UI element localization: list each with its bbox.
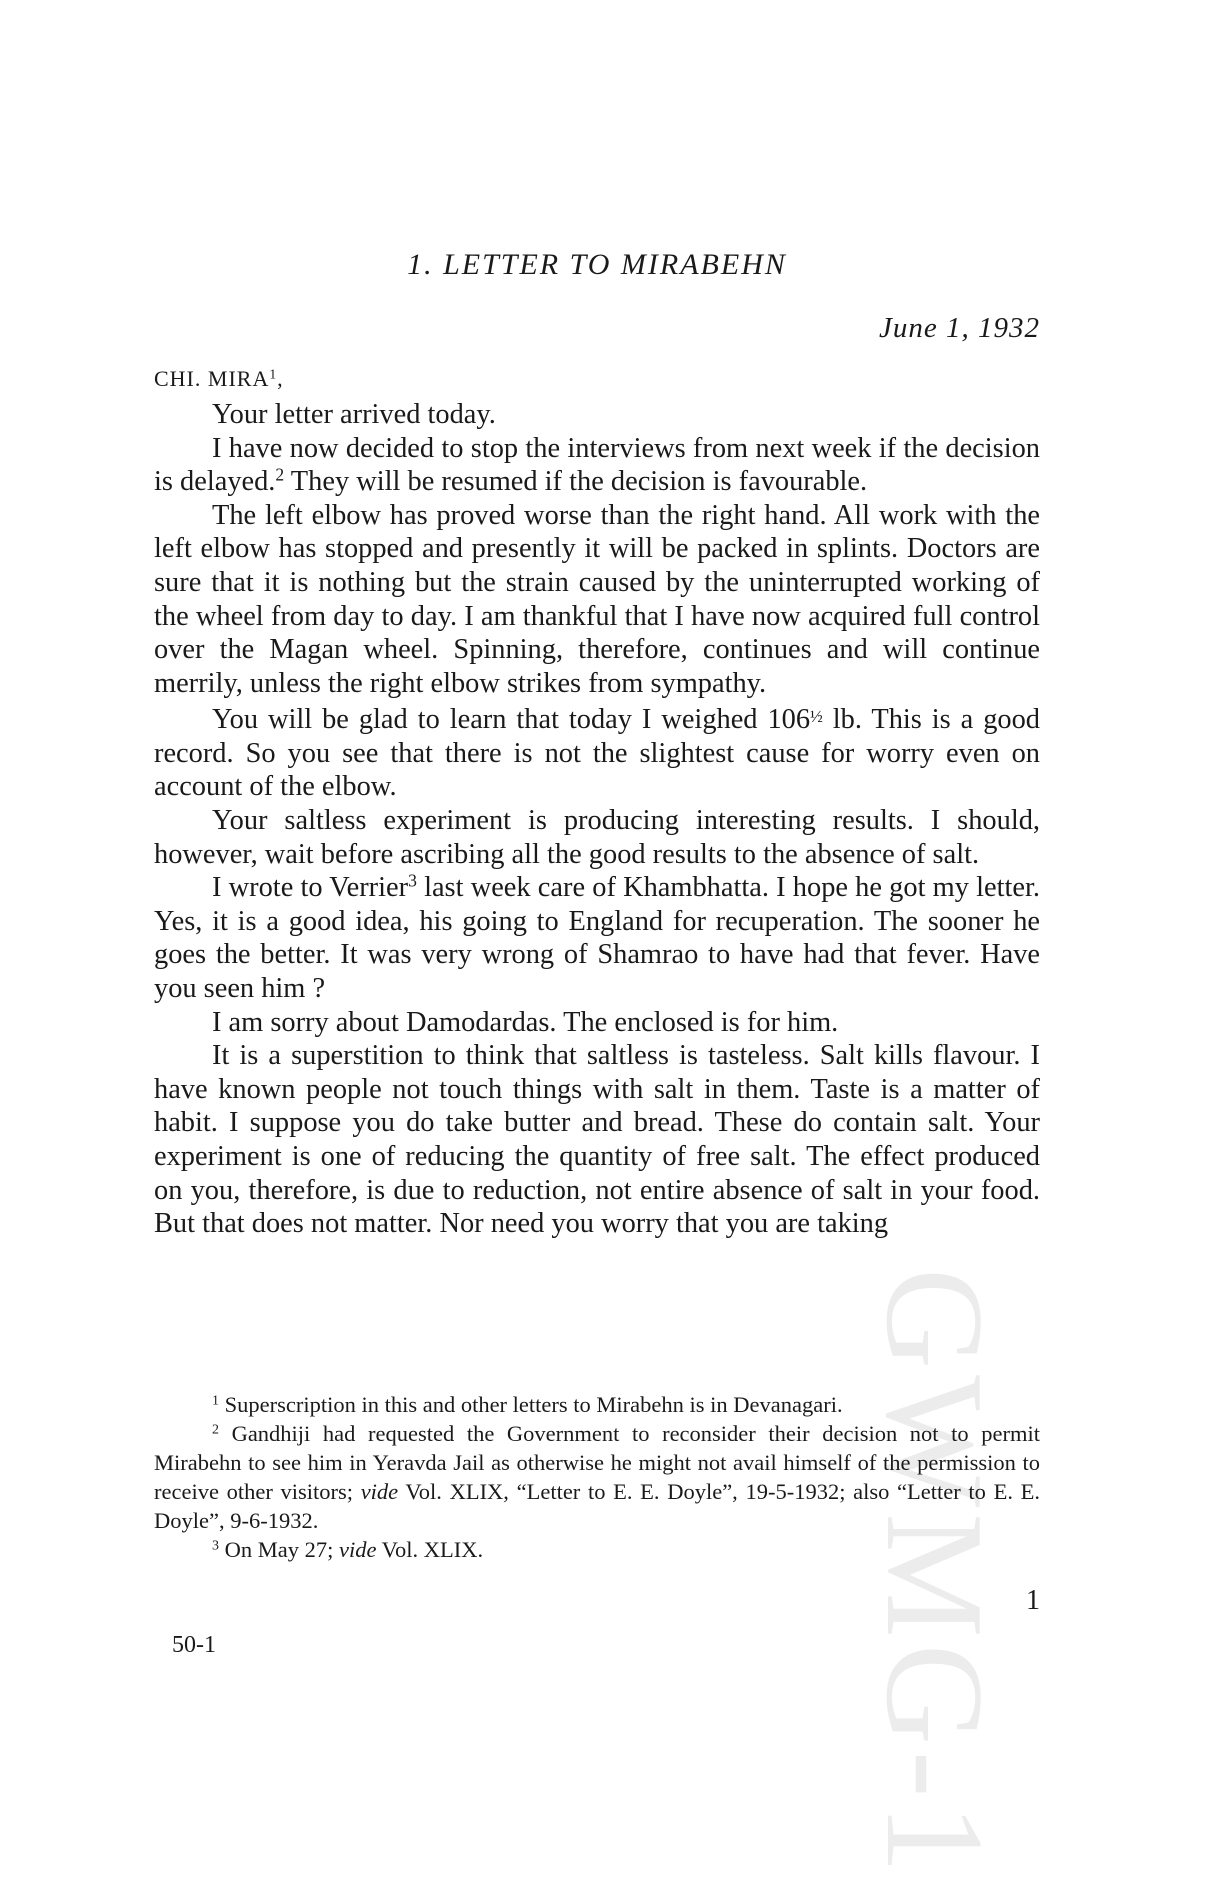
paragraph	[154, 432, 1040, 499]
footnotes	[154, 1390, 1040, 1564]
paragraph-text: You will be glad to learn that today I weighed 106	[212, 704, 811, 736]
paragraph	[154, 871, 1040, 1005]
paragraph-text: I have now decided to stop the interviews from next week if the decision is delayed.	[154, 432, 1040, 498]
footnote-ref: 3	[408, 870, 417, 891]
salutation-comma: ,	[277, 366, 284, 391]
paragraph-text: I wrote to Verrier	[212, 872, 409, 904]
fraction: ½	[810, 707, 823, 727]
footnote	[154, 1390, 1040, 1419]
signature-mark: 50-1	[172, 1632, 216, 1658]
footnote	[154, 1419, 1040, 1535]
paragraph-text: The left elbow has proved worse than the right hand. All work with the left elbow has stopped and presently it will be packed in splints. Doctors are sure that it is nothing but the strain caused by the uninterrupted working of the wheel from day to day. I am thankful that I have now acquired full control over the Magan wheel. Spinning, therefore, continues and will continue merrily, unless the right elbow strikes from sympathy.	[154, 499, 1040, 699]
footnote-text: Vol. XLIX.	[376, 1537, 484, 1562]
paragraph-text: lb. This is a good record. So you see that there is not the slightest cause for worry even on account of the elbow.	[154, 704, 1041, 803]
paragraph	[154, 700, 1040, 804]
watermark: GWMG-1	[857, 1268, 1012, 1880]
paragraph-text: They will be resumed if the decision is favourable.	[284, 466, 868, 498]
footnote-number: 3	[212, 1538, 219, 1554]
paragraph	[154, 398, 1040, 432]
paragraph-text: Your saltless experiment is producing interesting results. I should, however, wait before ascribing all the good results to the absence of salt.	[154, 805, 1040, 870]
paragraph	[154, 499, 1040, 701]
letter-body	[154, 398, 1040, 1241]
paragraph	[154, 804, 1040, 871]
paragraph-text: Your letter arrived today.	[212, 399, 496, 430]
paragraph-text: last week care of Khambhatta. I hope he got my letter. Yes, it is a good idea, his going to England for recuperation. The sooner he goes the better. It was very wrong of Shamrao to have had that fever. Have you seen him ?	[154, 872, 1040, 1005]
paragraph	[154, 1006, 1040, 1040]
footnote	[154, 1535, 1040, 1564]
footnote-text: Superscription in this and other letters to Mirabehn is in Devanagari.	[218, 1392, 843, 1417]
paragraph-text: It is a superstition to think that saltless is tasteless. Salt kills flavour. I have known people not touch things with salt in them. Taste is a matter of habit. I suppose you do take butter and bread. These do contain salt. Your experiment is one of reducing the quantity of free salt. The effect produced on you, therefore, is due to reduction, not entire absence of salt in your food. But that does not matter. Nor need you worry that you are taking	[154, 1040, 1040, 1240]
footnote-italic: vide	[338, 1537, 377, 1562]
salutation	[154, 366, 284, 392]
paragraph	[154, 1039, 1040, 1241]
letter-title: 1. LETTER TO MIRABEHN	[407, 248, 787, 281]
footnote-italic: vide	[360, 1479, 399, 1504]
footnote-ref: 2	[275, 464, 285, 485]
footnote-number: 1	[212, 1393, 219, 1409]
salutation-name: CHI. MIRA	[154, 366, 270, 391]
paragraph-text: I am sorry about Damodardas. The enclosed is for him.	[212, 1006, 839, 1038]
letter-date: June 1, 1932	[879, 312, 1040, 344]
footnote-text: On May 27;	[218, 1537, 339, 1562]
footnote-text: Gandhiji had requested the Government to reconsider their decision not to permit Mirabehn to see him in Yeravda Jail as otherwise he might not avail himself of the permission to receive other visitors;	[154, 1421, 1040, 1504]
page-number: 1	[1026, 1585, 1040, 1616]
footnote-text: Vol. XLIX, “Letter to E. E. Doyle”, 19-5-1932; also “Letter to E. E. Doyle”, 9-6-1932.	[154, 1479, 1040, 1533]
footnote-number: 2	[212, 1422, 219, 1438]
footnote-ref: 1	[269, 366, 278, 382]
